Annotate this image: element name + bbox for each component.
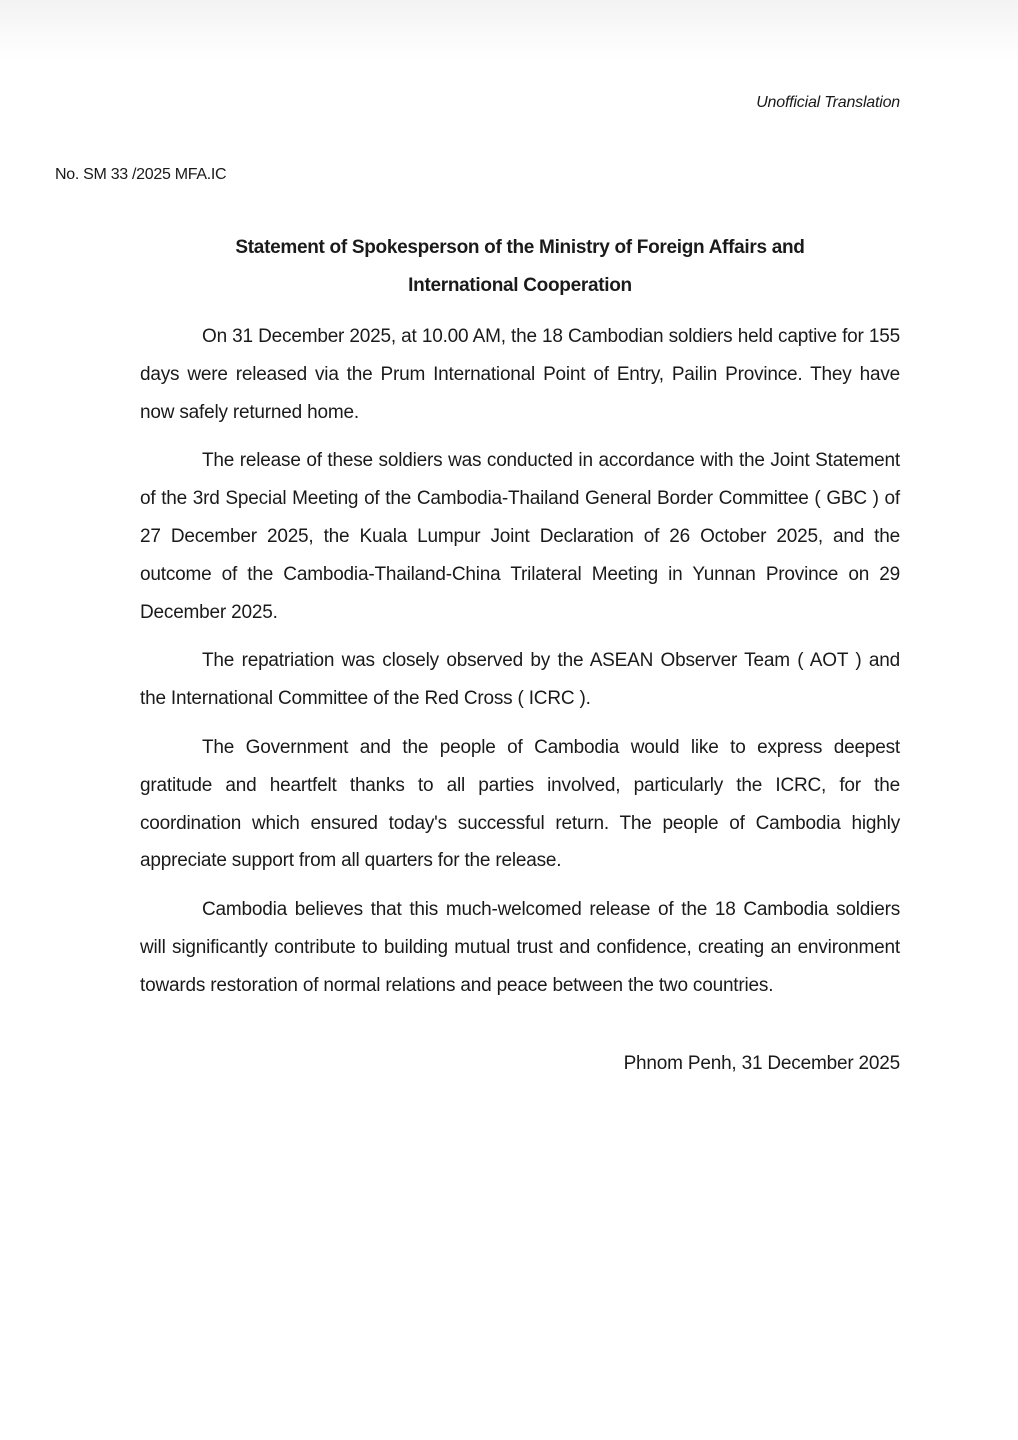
paragraph: The release of these soldiers was conducted in accordance with the Joint Statement of the 3rd Special Meeting of the Cambodia-Thailand General Border Committee ( GBC ) of 27 December 2025, the Kuala Lumpur Joint Declaration of 26 October 2025, and the outcome of the Cambodia-Thailand-China Trilateral Meeting in Yunnan Province on 29 December 2025.	[140, 450, 900, 623]
title-line-1: Statement of Spokesperson of the Ministry of Foreign Affairs and	[235, 237, 805, 258]
statement-body	[140, 318, 900, 1016]
paragraph: The Government and the people of Cambodia would like to express deepest gratitude and heartfelt thanks to all parties involved, particularly the ICRC, for the coordination which ensured today's successful return. The people of Cambodia highly appreciate support from all quarters for the release.	[140, 736, 900, 872]
statement-title	[140, 229, 900, 305]
paragraph: On 31 December 2025, at 10.00 AM, the 18 Cambodian soldiers held captive for 155 days were released via the Prum International Point of Entry, Pailin Province. They have now safely returned home.	[140, 326, 900, 423]
title-line-2: International Cooperation	[408, 275, 632, 296]
place-and-date: Phnom Penh, 31 December 2025	[623, 1053, 900, 1074]
reference-number: No. SM 33 /2025 MFA.IC	[55, 166, 227, 183]
unofficial-translation-label: Unofficial Translation	[756, 94, 900, 111]
paragraph: The repatriation was closely observed by the ASEAN Observer Team ( AOT ) and the International Committee of the Red Cross ( ICRC ).	[140, 650, 900, 710]
paragraph: Cambodia believes that this much-welcomed release of the 18 Cambodia soldiers will significantly contribute to building mutual trust and confidence, creating an environment towards restoration of normal relations and peace between the two countries.	[140, 899, 900, 996]
